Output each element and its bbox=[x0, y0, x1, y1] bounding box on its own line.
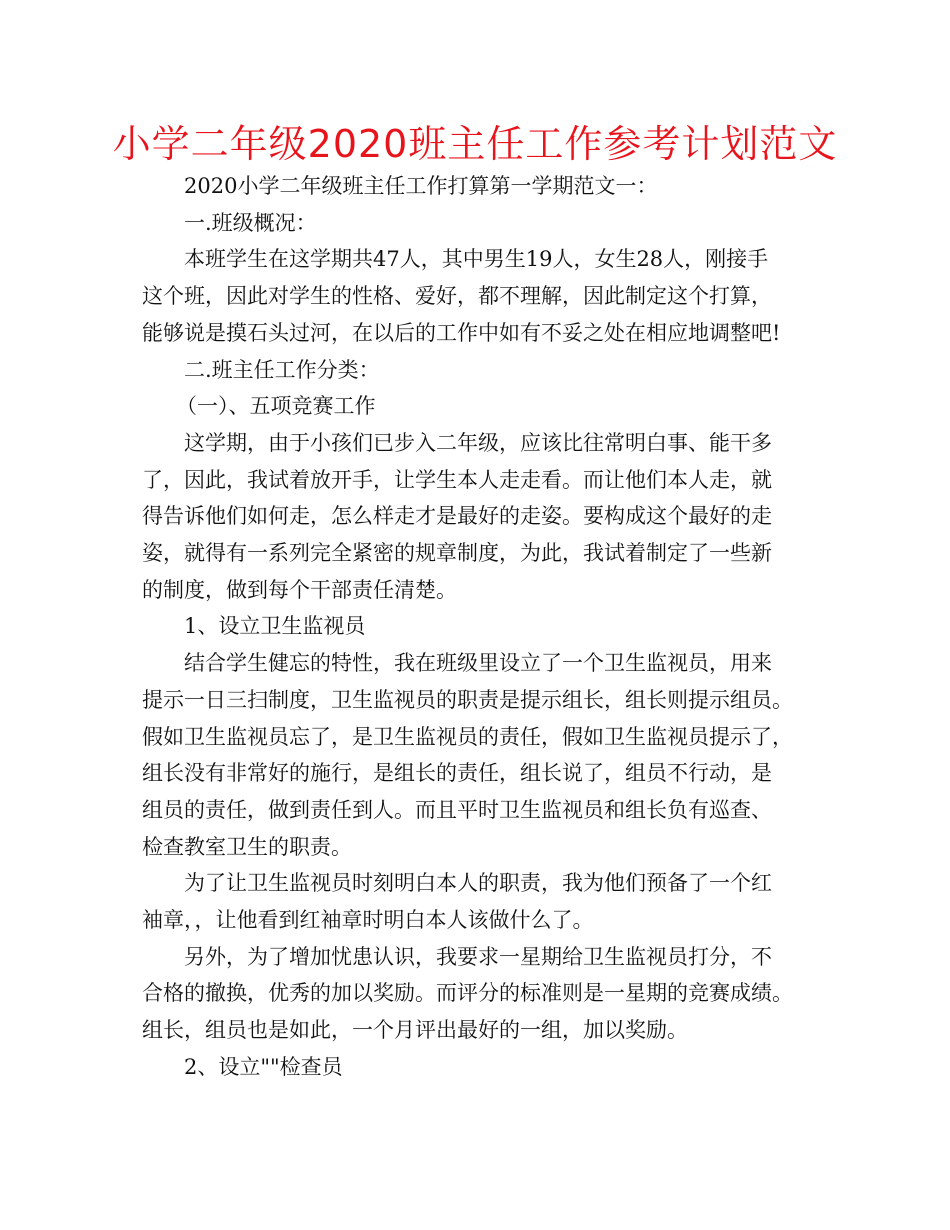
body-line: 了，因此，我试着放开手，让学生本人走走看。而让他们本人走，就 bbox=[142, 467, 772, 492]
document-body bbox=[142, 168, 818, 1086]
body-line: 这学期，由于小孩们已步入二年级，应该比往常明白事、能干多 bbox=[184, 430, 772, 455]
body-line: 能够说是摸石头过河，在以后的工作中如有不妥之处在相应地调整吧! bbox=[142, 320, 781, 345]
section-heading: 一.班级概况： bbox=[184, 210, 317, 235]
subsection-heading: （一）、五项竞赛工作 bbox=[176, 394, 376, 419]
item-heading: 1、设立卫生监视员 bbox=[184, 614, 366, 639]
body-line: 合格的撤换，优秀的加以奖励。而评分的标准则是一星期的竞赛成绩。 bbox=[142, 981, 793, 1006]
body-line: 另外，为了增加忧患认识，我要求一星期给卫生监视员打分，不 bbox=[184, 944, 772, 969]
body-line: 这个班，因此对学生的性格、爱好，都不理解，因此制定这个打算， bbox=[142, 284, 772, 309]
section-heading: 二.班主任工作分类： bbox=[184, 357, 380, 382]
item-heading: 2、设立""检查员 bbox=[184, 1054, 343, 1079]
body-line: 本班学生在这学期共47人，其中男生19人，女生28人，刚接手 bbox=[184, 247, 769, 272]
document-title: 小学二年级2020班主任工作参考计划范文 bbox=[112, 122, 838, 166]
body-line: 得告诉他们如何走，怎么样走才是最好的走姿。要构成这个最好的走 bbox=[142, 504, 772, 529]
body-line: 结合学生健忘的特性，我在班级里设立了一个卫生监视员，用来 bbox=[184, 651, 772, 676]
body-line: 检查教室卫生的职责。 bbox=[142, 834, 352, 859]
body-line: 为了让卫生监视员时刻明白本人的职责，我为他们预备了一个红 bbox=[184, 871, 772, 896]
body-line: 组长，组员也是如此，一个月评出最好的一组，加以奖励。 bbox=[142, 1018, 688, 1043]
body-line: 提示一日三扫制度，卫生监视员的职责是提示组长，组长则提示组员。 bbox=[142, 687, 793, 712]
body-line: 姿，就得有一系列完全紧密的规章制度，为此，我试着制定了一些新 bbox=[142, 541, 772, 566]
body-line: 组长没有非常好的施行，是组长的责任，组长说了，组员不行动，是 bbox=[142, 761, 772, 786]
body-line: 袖章，，让他看到红袖章时明白本人该做什么了。 bbox=[142, 908, 594, 933]
body-line: 的制度，做到每个干部责任清楚。 bbox=[142, 577, 457, 602]
body-line: 2020小学二年级班主任工作打算第一学期范文一： bbox=[184, 174, 658, 198]
body-line: 假如卫生监视员忘了，是卫生监视员的责任，假如卫生监视员提示了， bbox=[142, 724, 793, 749]
body-line: 组员的责任，做到责任到人。而且平时卫生监视员和组长负有巡查、 bbox=[142, 797, 772, 822]
